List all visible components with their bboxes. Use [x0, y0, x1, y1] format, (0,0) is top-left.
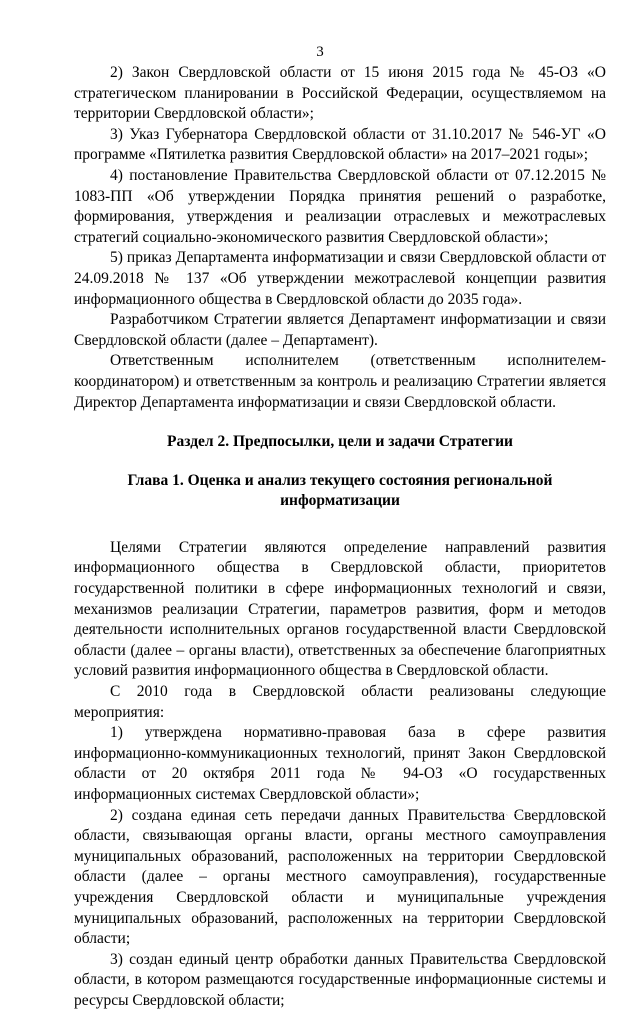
chapter-heading: Глава 1. Оценка и анализ текущего состояния региональной информатизации [127, 471, 553, 510]
paragraph-resolution-1083: 4) постановление Правительства Свердловской области от 07.12.2015 № 1083-ПП «Об утверждении Порядка принятия решений о разработке, формирования, утверждения и реализации отраслевых и межотраслевых стратегий социально-экономического развития Свердловской области»; [74, 166, 606, 246]
page-number: 3 [316, 44, 324, 60]
section-heading: Раздел 2. Предпосылки, цели и задачи Стратегии [167, 433, 513, 451]
paragraph-goals: Целями Стратегии являются определение направлений развития информационного общества в Свердловской области, приоритетов государственной политики в сфере информационных технологий и связи, механизмов реализации Стратегии, параметров развития, форм и методов деятельности исполнительных органов государственной власти Свердловской области (далее – органы власти), ответственных за обеспечение благоприятных условий развития информационного общества в Свердловской области. [74, 538, 606, 680]
paragraph-law-45: 2) Закон Свердловской области от 15 июня 2015 года № 45-ОЗ «О стратегическом планировании в Российской Федерации, осуществляемом на территории Свердловской области»; [74, 64, 606, 123]
paragraph-item-1: 1) утверждена нормативно-правовая база в сфере развития информационно-коммуникационных технологий, принят Закон Свердловской области от 20 октября 2011 года № 94-ОЗ «О государственных информационных системах Свердловской области»; [74, 724, 606, 803]
paragraph-order-137: 5) приказ Департамента информатизации и связи Свердловской области от 24.09.2018 № 137 «Об утверждении межотраслевой концепции развития информационного общества в Свердловской области до 2035 года». [74, 249, 606, 308]
paragraph-developer: Разработчиком Стратегии является Департамент информатизации и связи Свердловской области (далее – Департамент). [74, 311, 606, 349]
paragraph-since-2010: С 2010 года в Свердловской области реализованы следующие мероприятия: [74, 683, 606, 721]
document-body [74, 63, 606, 1012]
paragraph-item-3: 3) создан единый центр обработки данных Правительства Свердловской области, в котором размещаются государственные информационные системы и ресурсы Свердловской области; [74, 950, 606, 1009]
paragraph-item-2: 2) создана единая сеть передачи данных Правительства Свердловской области, связывающая органы власти, органы местного самоуправления муниципальных образований, расположенных на территории Свердловской области (далее – органы местного самоуправления), государственные учреждения Свердловской области и муниципальные учреждения муниципальных образований, расположенных на территории Свердловской области; [74, 806, 606, 948]
stamp-mark [470, 806, 540, 820]
paragraph-responsible: Ответственным исполнителем (ответственным исполнителем-координатором) и ответственным за контроль и реализацию Стратегии является Директор Департамента информатизации и связи Свердловской области. [74, 352, 606, 411]
paragraph-decree-546: 3) Указ Губернатора Свердловской области от 31.10.2017 № 546-УГ «О программе «Пятилетка развития Свердловской области» на 2017–2021 годы»; [74, 125, 606, 164]
